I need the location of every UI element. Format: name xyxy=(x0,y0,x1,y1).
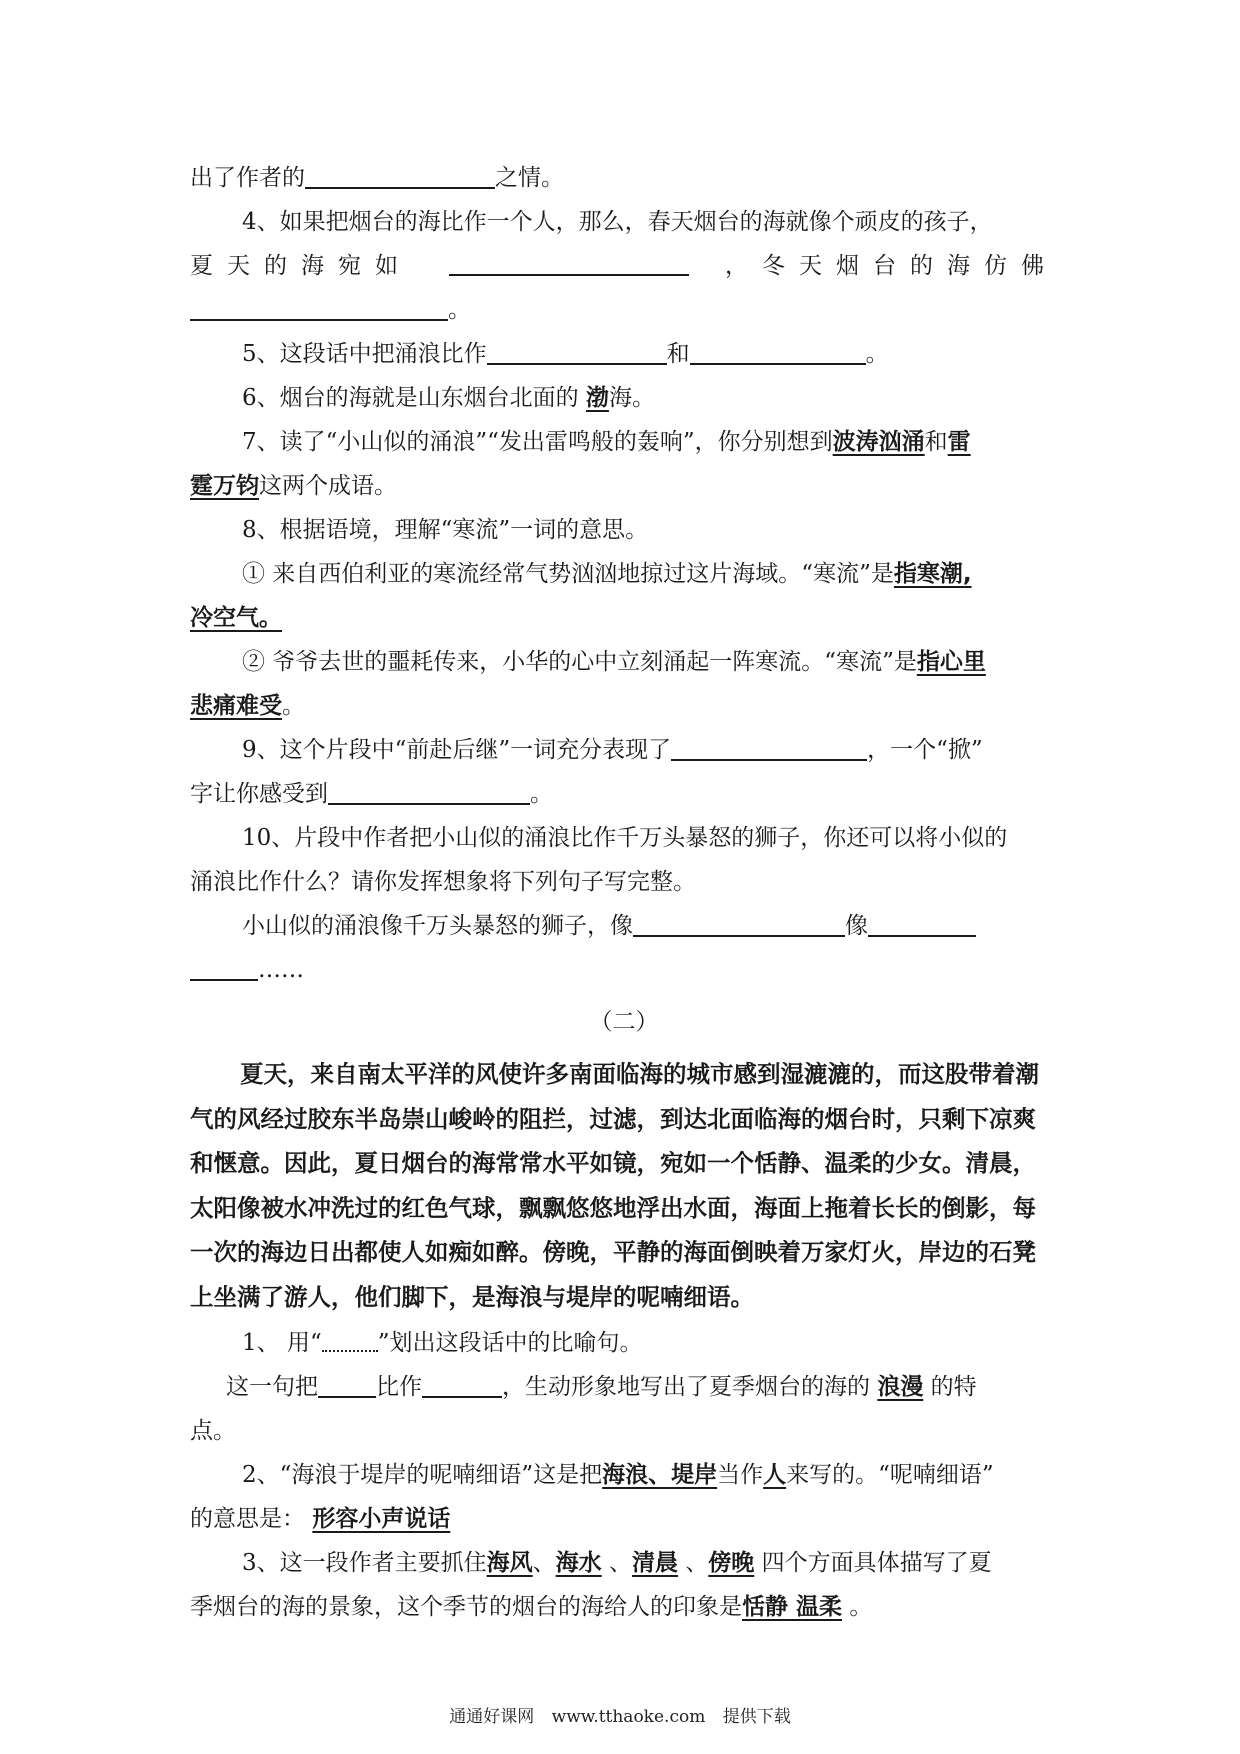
q8-item1-line1 xyxy=(190,552,1058,596)
q4-end: 。 xyxy=(448,297,471,323)
q3-answer-blank[interactable] xyxy=(305,157,495,189)
q4-winter-blank[interactable] xyxy=(190,289,448,321)
q7-line2 xyxy=(190,464,1058,508)
s2q3-prefix: 3、这一段作者主要抓住 xyxy=(242,1550,487,1576)
s2q1-suffix: ”划出这段话中的比喻句。 xyxy=(377,1330,643,1356)
footer-url[interactable]: www.tthaoke.com xyxy=(551,1707,706,1727)
s2q2-answer1: 海浪、堤岸 xyxy=(602,1462,718,1488)
q3-tail-prefix: 出了作者的 xyxy=(190,165,305,191)
q9-blank-2[interactable] xyxy=(328,773,530,805)
q5-end: 。 xyxy=(865,341,889,367)
q7-answer1: 波涛汹涌 xyxy=(832,429,925,455)
q3-tail-suffix: 之情。 xyxy=(495,165,564,191)
q8-item2-end: 。 xyxy=(282,693,305,719)
s2q2-line1 xyxy=(190,1453,1058,1497)
document-body xyxy=(190,156,1058,1629)
q10-line3 xyxy=(190,904,1058,948)
q6-line xyxy=(190,376,1058,420)
s2q1-line2 xyxy=(190,1365,1058,1409)
q9-line2-prefix: 字让你感受到 xyxy=(190,781,328,807)
s2q2-prefix: 2、“海浪于堤岸的呢喃细语”这是把 xyxy=(242,1462,603,1488)
s2q3-answer-1: 海风 xyxy=(486,1550,533,1576)
section2-title: （二） xyxy=(589,1009,659,1035)
q8-item2-line2 xyxy=(190,684,1058,728)
q4-line1: 4、如果把烟台的海比作一个人，那么，春天烟台的海就像个顽皮的孩子， xyxy=(242,209,993,235)
s2q1-blank-1[interactable] xyxy=(318,1366,376,1398)
s2q3-sep2: 、 xyxy=(601,1550,632,1576)
q9-line1 xyxy=(190,728,1058,772)
q9-prefix: 9、这个片段中“前赴后继”一词充分表现了 xyxy=(242,737,672,763)
s2q2-answer2: 人 xyxy=(763,1462,787,1488)
q6-answer: 渤 xyxy=(585,385,609,411)
q10-line3-mid: 像 xyxy=(845,913,868,939)
s2q1-line2-d: 的特 xyxy=(930,1374,977,1400)
q8-item1-answer-part2: 冷空气。 xyxy=(190,605,282,631)
q10-blank-2[interactable] xyxy=(868,905,976,937)
q9-mid: ，一个“掀” xyxy=(867,737,983,763)
s2q1-line2-a: 这一句把 xyxy=(226,1374,318,1400)
q7-answer2-part2: 霆万钧 xyxy=(190,473,259,499)
q10-line3-prefix: 小山似的涌浪像千万头暴怒的狮子，像 xyxy=(242,913,633,939)
s2q3-answer-2: 海水 xyxy=(555,1550,602,1576)
s2q1-line2-b: 比作 xyxy=(376,1374,422,1400)
q8-stem: 8、根据语境，理解“寒流”一词的意思。 xyxy=(242,517,649,543)
q8-item1: ① 来自西伯利亚的寒流经常气势汹汹地掠过这片海域。“寒流”是 xyxy=(242,561,894,587)
q4-summer-label: 夏天的海宛如 xyxy=(190,253,412,279)
q8-item2: ② 爷爷去世的噩耗传来，小华的心中立刻涌起一阵寒流。“寒流”是 xyxy=(242,649,917,675)
s2q2-suffix: 来写的。“呢喃细语” xyxy=(786,1462,994,1488)
s2q2-line2 xyxy=(190,1497,1058,1541)
q5-blank-1[interactable] xyxy=(487,333,667,365)
q7-answer2-part1: 雷 xyxy=(947,429,971,455)
s2q1-prefix: 1、 用“ xyxy=(242,1330,322,1356)
s2q3-line1 xyxy=(190,1541,1058,1585)
s2q3-answer-4: 傍晚 xyxy=(708,1550,755,1576)
q7-mid: 和 xyxy=(924,429,948,455)
q10-line2: 涌浪比作什么？请你发挥想象将下列句子写完整。 xyxy=(190,869,696,895)
s2q1-line3: 点。 xyxy=(190,1418,236,1444)
q9-line2 xyxy=(190,772,1058,816)
s2q2-line2-prefix: 的意思是： xyxy=(190,1506,305,1532)
q10-blank-3[interactable] xyxy=(190,949,258,981)
q8-item2-answer-part1: 指心里 xyxy=(916,649,986,675)
q5-line xyxy=(190,332,1058,376)
footer-action: 提供下载 xyxy=(722,1707,791,1727)
q8-item2-answer-part2: 悲痛难受 xyxy=(190,693,282,719)
q4-summer-blank[interactable] xyxy=(449,244,689,276)
s2q1-line2-c: ，生动形象地写出了夏季烟台的海的 xyxy=(502,1374,870,1400)
s2q3-answer-5: 恬静 温柔 xyxy=(742,1594,843,1620)
q7-prefix: 7、读了“小山似的涌浪”“发出雷鸣般的轰响”，你分别想到 xyxy=(242,429,833,455)
wavy-underline-sample xyxy=(322,1324,378,1352)
q3-tail-line xyxy=(190,156,1058,200)
s2q1-line1 xyxy=(190,1321,1058,1365)
s2q3-line2-end: 。 xyxy=(842,1594,873,1620)
s2q2-mid: 当作 xyxy=(717,1462,764,1488)
q10-line1: 10、片段中作者把小山似的涌浪比作千万头暴怒的狮子，你还可以将小似的 xyxy=(242,825,1008,851)
q10-line4-end: …… xyxy=(258,957,304,983)
s2q2-answer3: 形容小声说话 xyxy=(312,1506,451,1532)
q10-line4 xyxy=(190,948,1058,992)
footer-site-name: 通通好课网 xyxy=(449,1707,535,1727)
q8-item1-answer-part1: 指寒潮, xyxy=(893,561,972,587)
s2q3-line2-prefix: 季烟台的海的景象，这个季节的烟台的海给人的印象是 xyxy=(190,1594,742,1620)
q4-line2 xyxy=(190,244,1058,288)
s2q1-answer: 浪漫 xyxy=(877,1374,924,1400)
q8-item2-line1 xyxy=(190,640,1058,684)
page-footer xyxy=(0,1702,1240,1727)
q4-winter-label: ，冬天烟台的海仿佛 xyxy=(725,253,1058,279)
s2q3-sep1: 、 xyxy=(532,1550,556,1576)
s2q3-sep3: 、 xyxy=(677,1550,709,1576)
q9-blank-1[interactable] xyxy=(671,729,867,761)
q7-suffix: 这两个成语。 xyxy=(259,473,397,499)
q8-item1-line2 xyxy=(190,596,1058,640)
s2q3-answer-3: 清晨 xyxy=(631,1550,678,1576)
s2q3-line2 xyxy=(190,1585,1058,1629)
q5-mid: 和 xyxy=(666,341,690,367)
q9-line2-end: 。 xyxy=(530,781,553,807)
s2q1-blank-2[interactable] xyxy=(422,1366,502,1398)
q5-prefix: 5、这段话中把涌浪比作 xyxy=(242,341,487,367)
q4-line3 xyxy=(190,288,1058,332)
section2-passage: 夏天，来自南太平洋的风使许多南面临海的城市感到湿漉漉的，而这股带着潮气的风经过胶东半岛崇山峻岭的阻拦，过滤，到达北面临海的烟台时，只剩下凉爽和惬意。因此，夏日烟台的海常常水平如镜，宛如一个恬静、温柔的少女。清晨，太阳像被水冲洗过的红色气球，飘飘悠悠地浮出水面，海面上拖着长长的倒影，每一次的海边日出都使人如痴如醉。傍晚，平静的海面倒映着万家灯火，岸边的石凳上坐满了游人，他们脚下，是海浪与堤岸的呢喃细语。 xyxy=(190,1060,1039,1311)
s2q3-suffix: 四个方面具体描写了夏 xyxy=(754,1550,992,1576)
q6-suffix: 海。 xyxy=(608,385,655,411)
q7-line1 xyxy=(190,420,1058,464)
q5-blank-2[interactable] xyxy=(690,333,866,365)
q10-blank-1[interactable] xyxy=(633,905,845,937)
q6-prefix: 6、烟台的海就是山东烟台北面的 xyxy=(242,385,579,411)
